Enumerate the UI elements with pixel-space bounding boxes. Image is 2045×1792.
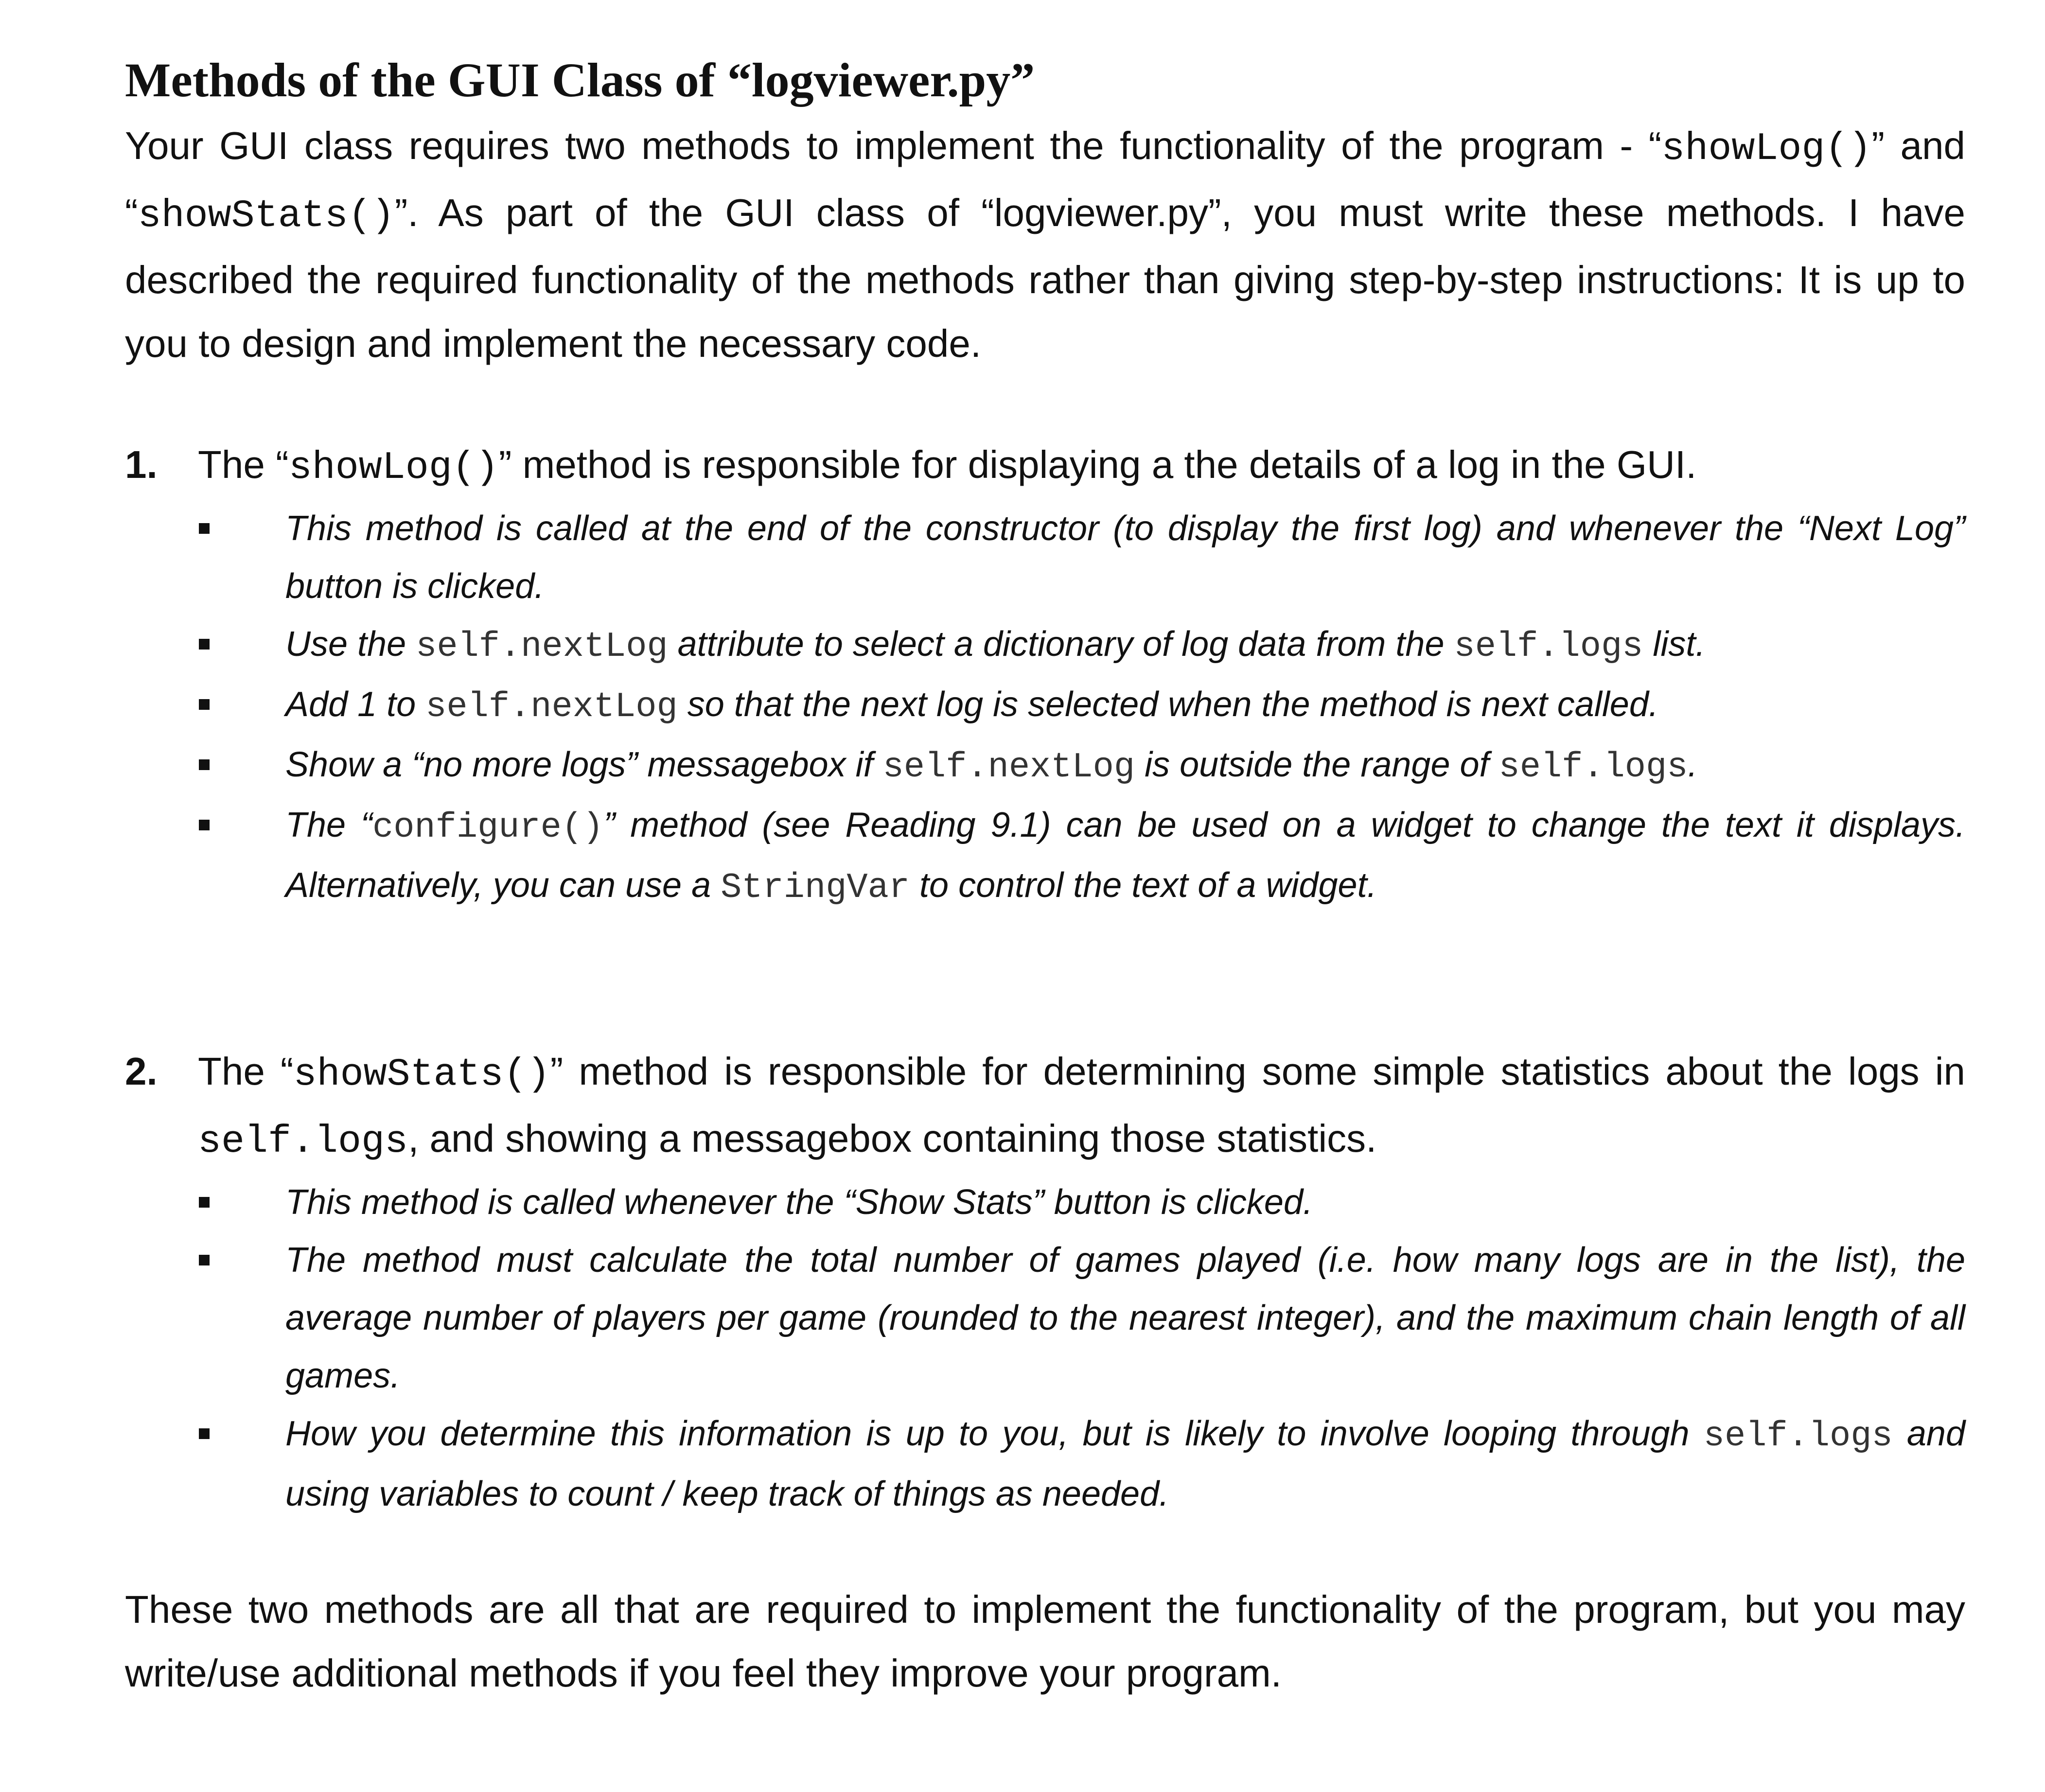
list-item: Show a “no more logs” messagebox if self.nextLog is outside the range of self.logs. (125, 736, 1965, 796)
code-inline: self.logs (1498, 747, 1688, 787)
intro-code-showstats: showStats() (138, 194, 395, 238)
intro-paragraph (125, 114, 1965, 375)
code-inline: self.logs (1454, 627, 1643, 667)
code-inline: configure() (372, 808, 604, 847)
intro-text-2: ” and “ (125, 124, 1966, 234)
item-1-lead: The “showLog()” method is responsible for displaying a the details of a log in the GUI. (198, 443, 1697, 490)
intro-text-3: ”. As part of the GUI class of “logviewer.py”, you must write these methods. I have described the required functionality of the methods rather than giving step-by-step instructions: It is up to you to design and implement the necessary code. (125, 191, 1965, 365)
item-2-bullet-list (125, 1174, 1965, 1523)
list-item: Use the self.nextLog attribute to select a dictionary of log data from the self.logs list. (125, 615, 1965, 676)
code-inline: self.nextLog (882, 747, 1135, 787)
item-number: 2. (125, 1050, 158, 1093)
square-bullet-icon (199, 820, 210, 830)
document-page (125, 49, 1965, 1705)
square-bullet-icon (199, 1197, 210, 1208)
square-bullet-icon (199, 1255, 210, 1265)
square-bullet-icon (199, 639, 210, 650)
item-number: 1. (125, 443, 158, 486)
page-title: Methods of the GUI Class of “logviewer.py” (125, 53, 1035, 107)
list-item: This method is called at the end of the constructor (to display the first log) and whenever the “Next Log” button is clicked. (125, 500, 1965, 615)
code-inline: self.logs (1703, 1416, 1893, 1456)
square-bullet-icon (199, 759, 210, 770)
code-inline: StringVar (721, 868, 910, 908)
closing-paragraph: These two methods are all that are required to implement the functionality of the program, but you may write/use additional methods if you feel they improve your program. (125, 1588, 1965, 1695)
item-1-code-showlog: showLog() (288, 446, 499, 490)
numbered-item-2 (125, 1039, 1965, 1174)
intro-code-showlog: showLog() (1661, 127, 1872, 171)
code-inline: self.nextLog (425, 687, 678, 727)
list-item: How you determine this information is up to you, but is likely to involve looping through self.logs and using variables to count / keep track of things as needed. (125, 1405, 1965, 1523)
code-inline: self.nextLog (416, 627, 668, 667)
intro-text-1: Your GUI class requires two methods to implement the functionality of the program - “ (125, 124, 1662, 167)
square-bullet-icon (199, 1428, 210, 1439)
item-2-code-showstats: showStats() (293, 1053, 550, 1097)
square-bullet-icon (199, 699, 210, 710)
square-bullet-icon (199, 523, 210, 534)
item-2-code-self-logs: self.logs (198, 1120, 408, 1164)
list-item: Add 1 to self.nextLog so that the next log is selected when the method is next called. (125, 676, 1965, 736)
list-item: The “configure()” method (see Reading 9.1) can be used on a widget to change the text it displays. Alternatively, you can use a StringVar to control the text of a widget. (125, 796, 1965, 917)
item-2-lead: The “showStats()” method is responsible for determining some simple statistics about the logs in self.logs, and showing a messagebox containing those statistics. (198, 1050, 1965, 1164)
numbered-item-1 (125, 433, 1965, 500)
item-1-bullet-list (125, 500, 1965, 917)
list-item: This method is called whenever the “Show Stats” button is clicked. (125, 1174, 1965, 1231)
list-item: The method must calculate the total number of games played (i.e. how many logs are in the list), the average number of players per game (rounded to the nearest integer), and the maximum chain length of all games. (125, 1231, 1965, 1405)
